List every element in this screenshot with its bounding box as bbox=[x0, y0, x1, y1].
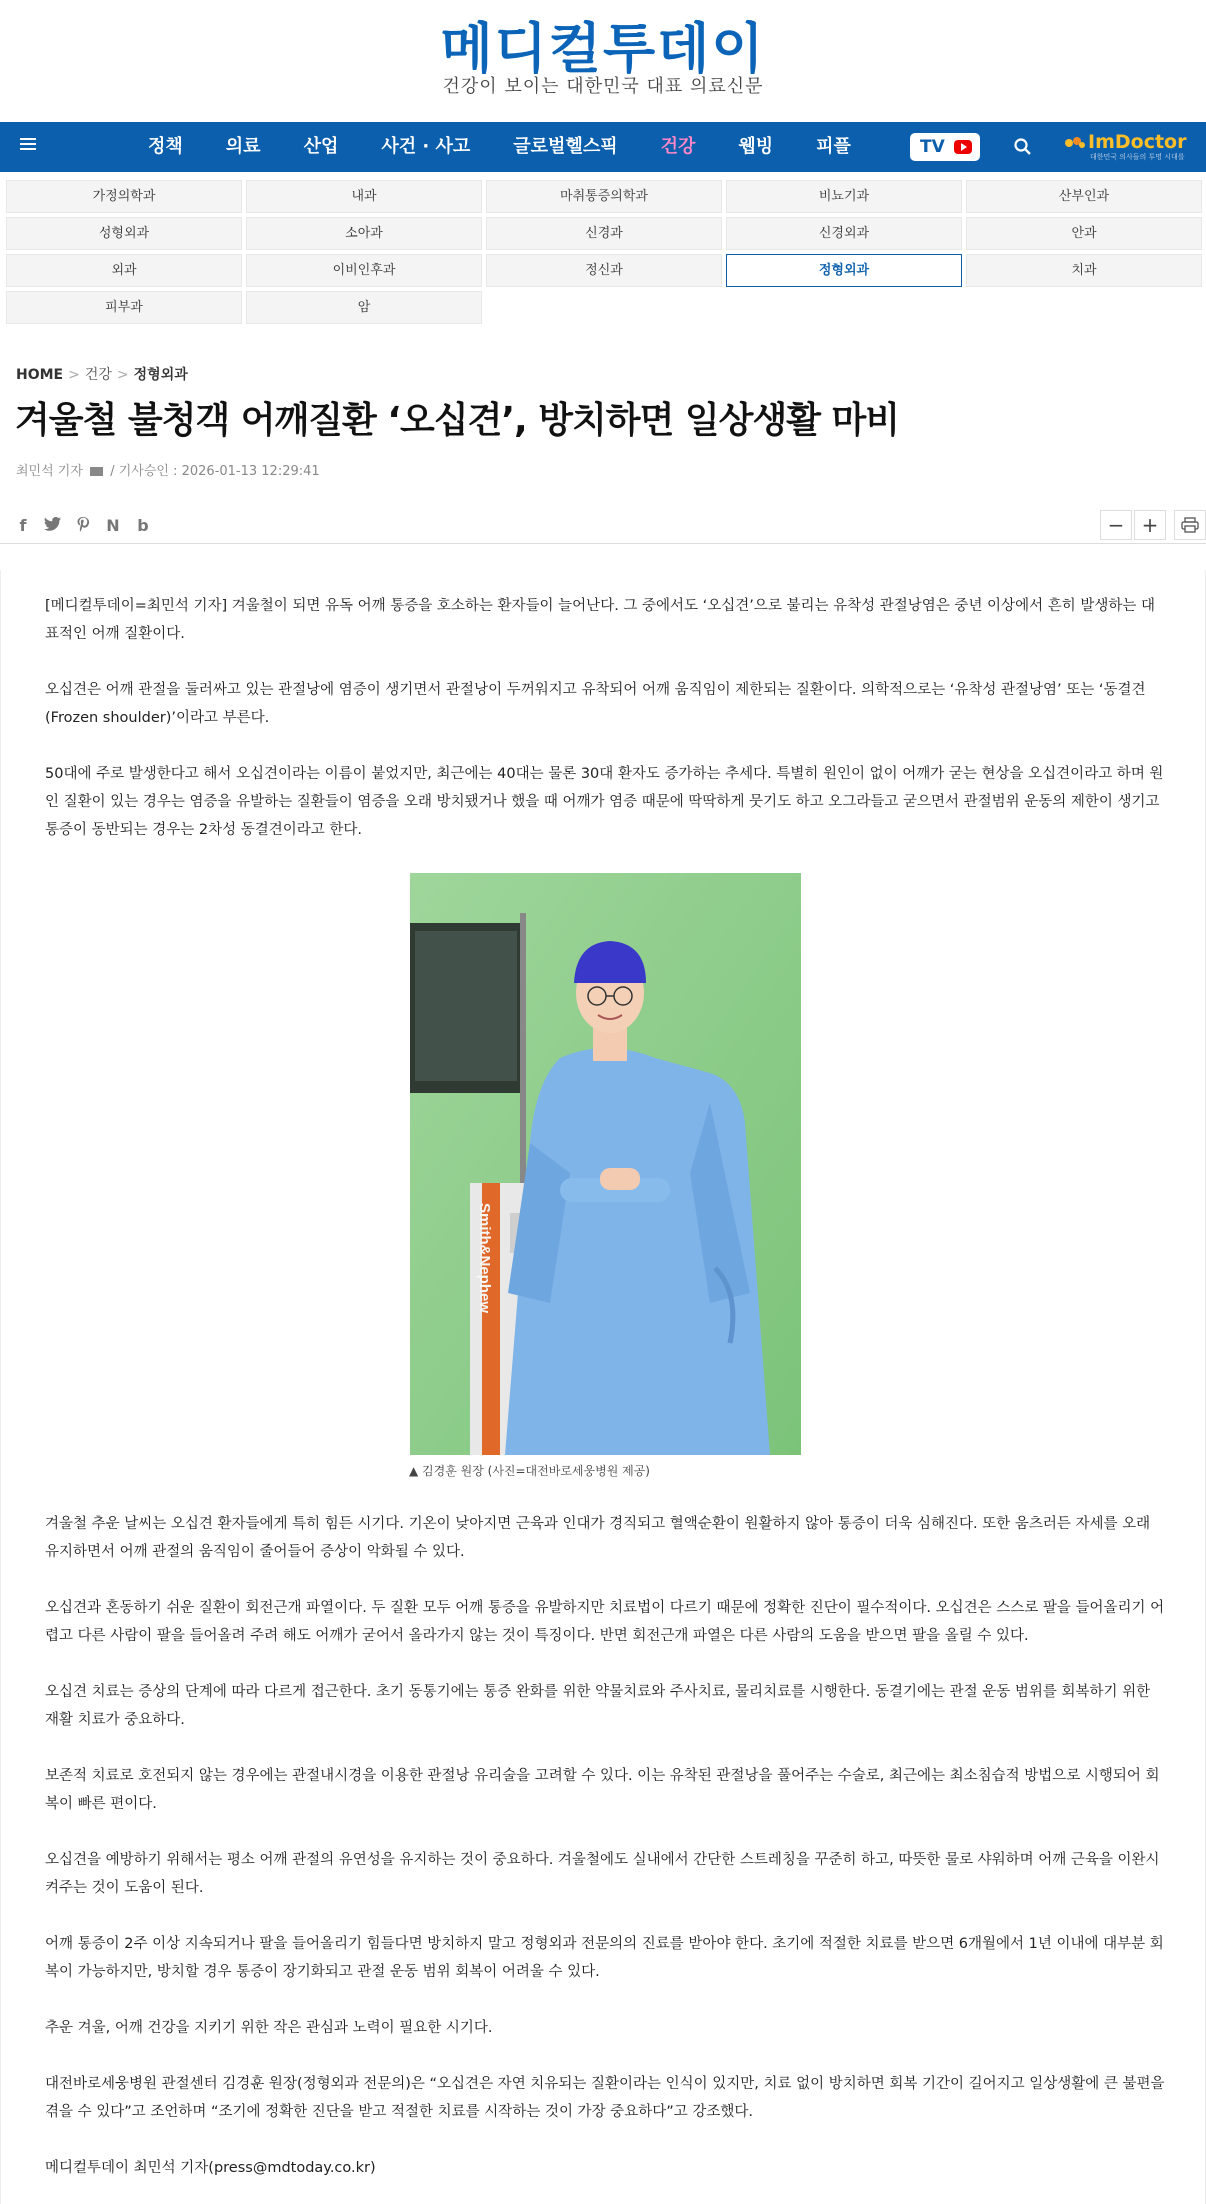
article-paragraph: 오십견 치료는 증상의 단계에 따라 다르게 접근한다. 초기 동통기에는 통증 완화를 위한 약물치료와 주사치료, 물리치료를 시행한다. 동결기에는 관절 운동 범위를 회복하기 위한 재활 치료가 중요하다. bbox=[45, 1684, 1151, 1728]
subcat-family-medicine[interactable]: 가정의학과 bbox=[6, 180, 242, 213]
subcat-surgery[interactable]: 외과 bbox=[6, 254, 242, 287]
device-label: Smith&Nephew bbox=[476, 1203, 493, 1314]
article-paragraph: 보존적 치료로 호전되지 않는 경우에는 관절내시경을 이용한 관절낭 유리술을 고려할 수 있다. 이는 유착된 관절낭을 풀어주는 수술로, 최근에는 최소침습적 방법으로 시행되어 회복이 빠른 편이다. bbox=[45, 1768, 1160, 1812]
subcat-ent[interactable]: 이비인후과 bbox=[246, 254, 482, 287]
tv-label: TV bbox=[920, 137, 945, 157]
imdoctor-logo-icon bbox=[1064, 135, 1086, 151]
facebook-icon[interactable]: f bbox=[19, 516, 27, 535]
article-photo[interactable] bbox=[410, 873, 801, 1455]
pinterest-icon[interactable] bbox=[72, 516, 94, 536]
reporter-footer: 메디컬투데이 최민석 기자(press@mdtoday.co.kr) bbox=[45, 2160, 376, 2176]
band-icon[interactable]: b bbox=[137, 516, 149, 535]
subcategory-grid bbox=[6, 180, 1202, 324]
subcat-cancer[interactable]: 암 bbox=[246, 291, 482, 324]
subcat-psychiatry[interactable]: 정신과 bbox=[486, 254, 722, 287]
subcat-dentistry[interactable]: 치과 bbox=[966, 254, 1202, 287]
imdoctor-sub: 대한민국 의사들의 투명 시대를 bbox=[1090, 153, 1185, 161]
nav-item-industry[interactable]: 산업 bbox=[303, 136, 339, 157]
article-body bbox=[0, 570, 1206, 2204]
breadcrumb-current[interactable]: 정형외과 bbox=[133, 367, 188, 383]
nav-item-policy[interactable]: 정책 bbox=[148, 136, 183, 157]
twitter-icon[interactable] bbox=[42, 516, 64, 536]
font-increase-button[interactable]: + bbox=[1134, 510, 1166, 540]
subcat-pediatrics[interactable]: 소아과 bbox=[246, 217, 482, 250]
site-tagline: 건강이 보이는 대한민국 대표 의료신문 bbox=[442, 76, 764, 97]
article-tools bbox=[0, 508, 1206, 544]
subcat-neurosurgery[interactable]: 신경외과 bbox=[726, 217, 962, 250]
subcat-orthopedics[interactable]: 정형외과 bbox=[726, 254, 962, 287]
naver-icon[interactable]: N bbox=[106, 516, 120, 535]
article-paragraph: 오십견과 혼동하기 쉬운 질환이 회전근개 파열이다. 두 질환 모두 어깨 통증을 유발하지만 치료법이 다르기 때문에 정확한 진단이 필수적이다. 오십견은 스스로 팔을 들어올리기 어렵고 다른 사람이 팔을 들어올려 주려 해도 어깨가 굳어서 올라가지 않는 것이 특징이다. 반면 회전근개 파열은 다른 사람의 도움을 받으면 팔을 올릴 수 있다. bbox=[45, 1600, 1165, 1644]
subcat-ophthalmology[interactable]: 안과 bbox=[966, 217, 1202, 250]
nav-item-health[interactable]: 건강 bbox=[660, 136, 696, 157]
photo-caption: ▲ 김경훈 원장 (사진=대전바로세웅병원 제공) bbox=[409, 1464, 650, 1478]
nav-item-incident[interactable]: 사건 · 사고 bbox=[381, 136, 471, 157]
nav-item-wellbeing[interactable]: 웹빙 bbox=[738, 136, 774, 157]
subcat-anesthesiology[interactable]: 마취통증의학과 bbox=[486, 180, 722, 213]
nav-item-people[interactable]: 피플 bbox=[816, 136, 851, 157]
article-paragraph: 오십견은 어깨 관절을 둘러싸고 있는 관절낭에 염증이 생기면서 관절낭이 두꺼워지고 유착되어 어깨 움직임이 제한되는 질환이다. 의학적으로는 ‘유착성 관절낭염’ 또는 ‘동결견(Frozen shoulder)’이라고 부른다. bbox=[45, 682, 1146, 726]
subcat-internal-medicine[interactable]: 내과 bbox=[246, 180, 482, 213]
print-icon[interactable] bbox=[1174, 510, 1206, 540]
article-paragraph: 50대에 주로 발생한다고 해서 오십견이라는 이름이 붙었지만, 최근에는 40대는 물론 30대 환자도 증가하는 추세다. 특별히 원인이 없이 어깨가 굳는 현상을 오십견이라고 하며 원인 질환이 있는 경우는 염증을 유발하는 질환들이 염증을 오래 방치됐거나 했을 때 어깨가 염증 때문에 딱딱하게 뭇기도 하고 오그라들고 굳으면서 관절범위 운동의 제한이 생기고 통증이 동반되는 경우는 2차성 동결견이라고 한다. bbox=[45, 766, 1164, 838]
breadcrumb-level1[interactable]: 건강 bbox=[84, 367, 112, 383]
tv-button[interactable] bbox=[910, 133, 980, 161]
article-meta bbox=[16, 460, 320, 479]
nav-item-globalhealth[interactable]: 글로벌헬스픽 bbox=[513, 136, 618, 157]
breadcrumb-separator: > bbox=[68, 367, 80, 383]
article-paragraph: 오십견을 예방하기 위해서는 평소 어깨 관절의 유연성을 유지하는 것이 중요하다. 겨울철에도 실내에서 간단한 스트레칭을 꾸준히 하고, 따뜻한 물로 샤워하며 어깨 근육을 이완시켜주는 것이 도움이 된다. bbox=[45, 1852, 1160, 1896]
share-icons bbox=[12, 516, 162, 536]
font-controls bbox=[1098, 510, 1206, 540]
imdoctor-banner[interactable] bbox=[1062, 131, 1202, 163]
subcat-obgyn[interactable]: 산부인과 bbox=[966, 180, 1202, 213]
breadcrumb-home[interactable]: HOME bbox=[16, 367, 64, 383]
subcat-neurology[interactable]: 신경과 bbox=[486, 217, 722, 250]
article-paragraph: 추운 겨울, 어깨 건강을 지키기 위한 작은 관심과 노력이 필요한 시기다. bbox=[45, 2020, 493, 2036]
subcat-dermatology[interactable]: 피부과 bbox=[6, 291, 242, 324]
hamburger-icon[interactable] bbox=[20, 135, 40, 159]
article-paragraph: 어깨 통증이 2주 이상 지속되거나 팔을 들어올리기 힘들다면 방치하지 말고 정형외과 전문의의 진료를 받아야 한다. 초기에 적절한 치료를 받으면 6개월에서 1년 이내에 대부분 회복이 가능하지만, 방치할 경우 통증이 장기화되고 관절 운동 범위 회복이 어려울 수 있다. bbox=[45, 1936, 1164, 1980]
approved-date: / 기사승인 : 2026-01-13 12:29:41 bbox=[110, 464, 320, 479]
article-paragraph: 겨울철 추운 날씨는 오십견 환자들에게 특히 힘든 시기다. 기온이 낮아지면 근육과 인대가 경직되고 혈액순환이 원활하지 않아 통증이 더욱 심해진다. 또한 움츠러든 자세를 오래 유지하면서 어깨 관절의 움직임이 줄어들어 증상이 악화될 수 있다. bbox=[45, 1516, 1151, 1560]
article-title: 겨울철 불청객 어깨질환 ‘오십견’, 방치하면 일상생활 마비 bbox=[15, 400, 900, 441]
subcat-plastic-surgery[interactable]: 성형외과 bbox=[6, 217, 242, 250]
main-nav bbox=[0, 122, 1206, 172]
masthead bbox=[0, 0, 1206, 122]
breadcrumb bbox=[16, 364, 188, 384]
nav-items bbox=[148, 122, 851, 172]
search-icon[interactable] bbox=[1012, 136, 1034, 158]
nav-item-medical[interactable]: 의료 bbox=[225, 136, 261, 157]
site-logo[interactable]: 메디컬투데이 bbox=[440, 17, 766, 80]
article-paragraph: 대전바로세웅병원 관절센터 김경훈 원장(정형외과 전문의)은 “오십견은 자연 치유되는 질환이라는 인식이 있지만, 치료 없이 방치하면 회복 기간이 길어지고 일상생활에 큰 불편을 겪을 수 있다”고 조언하며 “조기에 정확한 진단을 받고 적절한 치료를 시작하는 것이 가장 중요하다”고 강조했다. bbox=[45, 2076, 1165, 2120]
article-paragraph: [메디컬투데이=최민석 기자] 겨울철이 되면 유독 어깨 통증을 호소하는 환자들이 늘어난다. 그 중에서도 ‘오십견’으로 불리는 유착성 관절낭염은 중년 이상에서 흔히 발생하는 대표적인 어깨 질환이다. bbox=[45, 598, 1155, 642]
mail-icon[interactable] bbox=[90, 467, 103, 476]
breadcrumb-separator: > bbox=[116, 367, 129, 383]
reporter-name[interactable]: 최민석 기자 bbox=[16, 464, 83, 479]
font-decrease-button[interactable]: − bbox=[1100, 510, 1132, 540]
imdoctor-brand: ImDoctor bbox=[1088, 131, 1187, 153]
subcat-urology[interactable]: 비뇨기과 bbox=[726, 180, 962, 213]
youtube-icon bbox=[954, 140, 972, 154]
